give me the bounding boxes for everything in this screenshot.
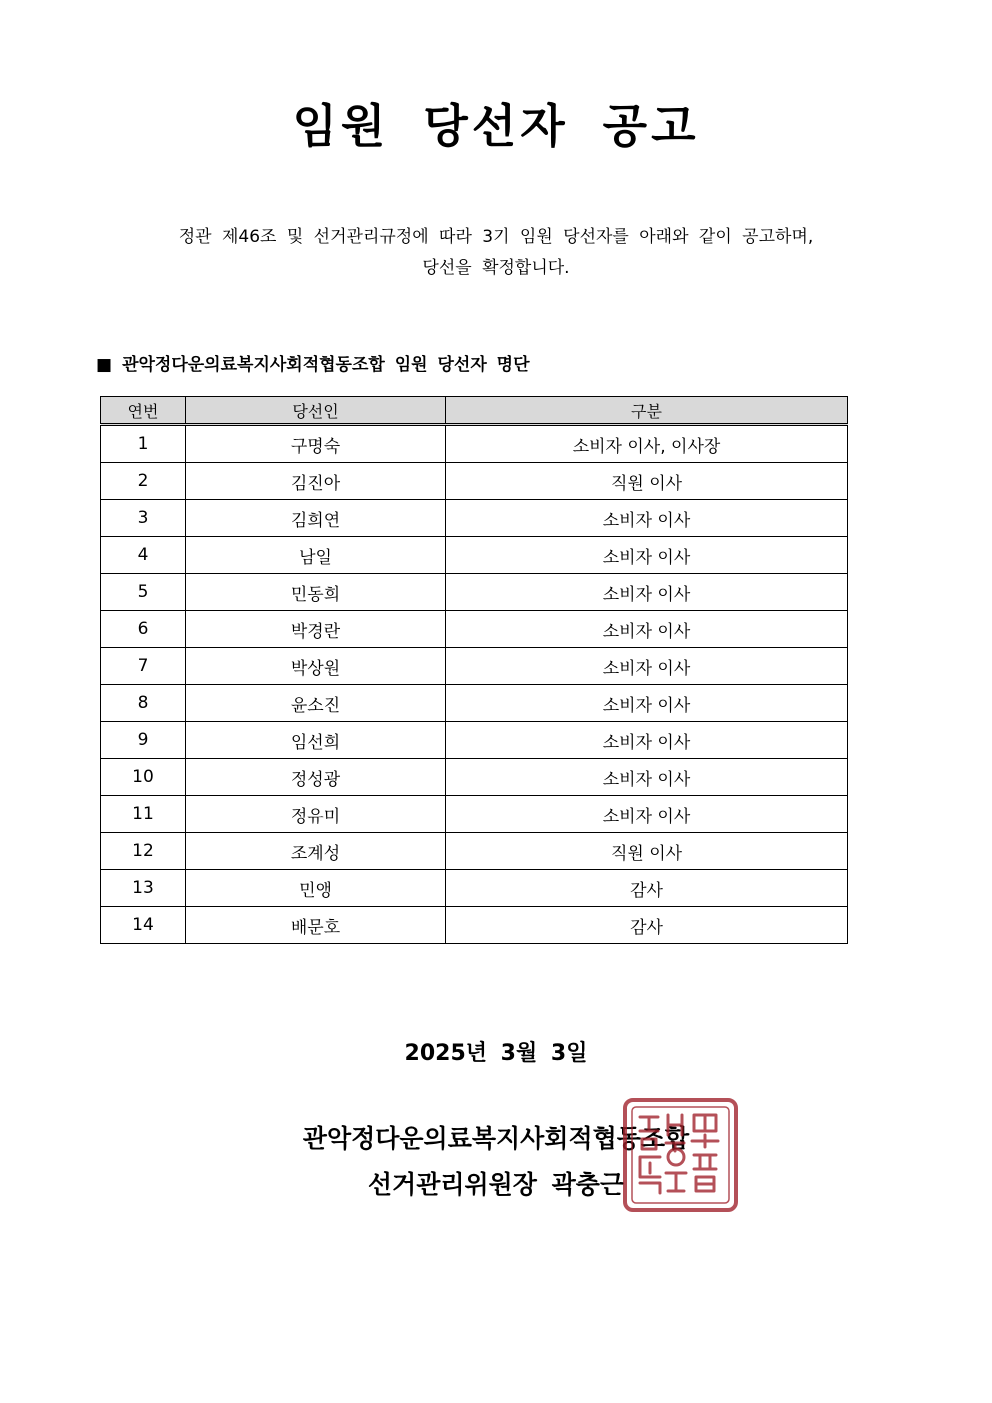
table-row (101, 907, 848, 944)
row-name: 배문호 (186, 907, 446, 944)
table-row (101, 574, 848, 611)
table-row (101, 537, 848, 574)
row-name: 김진아 (186, 463, 446, 500)
row-name: 민동희 (186, 574, 446, 611)
organization-name: 관악정다운의료복지사회적협동조합 (302, 1124, 690, 1153)
row-name: 박경란 (186, 611, 446, 648)
row-category: 소비자 이사 (446, 500, 848, 537)
row-number: 13 (101, 870, 186, 907)
row-category: 소비자 이사 (446, 648, 848, 685)
notice-date: 2025년 3월 3일 (404, 1041, 588, 1066)
square-bullet-icon: ■ (96, 355, 113, 375)
intro-line-2: 당선을 확정합니다. (422, 258, 570, 278)
table-row (101, 722, 848, 759)
row-number: 6 (101, 611, 186, 648)
row-name: 정유미 (186, 796, 446, 833)
row-number: 11 (101, 796, 186, 833)
row-category: 소비자 이사 (446, 759, 848, 796)
row-category: 소비자 이사 (446, 722, 848, 759)
table-row (101, 611, 848, 648)
intro-text (0, 222, 992, 284)
row-category: 소비자 이사 (446, 574, 848, 611)
table-body (101, 425, 848, 944)
section-heading-text: 관악정다운의료복지사회적협동조합 임원 당선자 명단 (122, 355, 530, 375)
col-header-category: 구분 (446, 397, 848, 425)
row-name: 구명숙 (186, 425, 446, 463)
row-number: 2 (101, 463, 186, 500)
row-name: 남일 (186, 537, 446, 574)
row-number: 1 (101, 425, 186, 463)
row-category: 직원 이사 (446, 833, 848, 870)
row-number: 12 (101, 833, 186, 870)
table-row (101, 463, 848, 500)
row-number: 3 (101, 500, 186, 537)
table-row (101, 500, 848, 537)
row-number: 4 (101, 537, 186, 574)
row-category: 직원 이사 (446, 463, 848, 500)
row-number: 5 (101, 574, 186, 611)
row-name: 김희연 (186, 500, 446, 537)
row-category: 소비자 이사, 이사장 (446, 425, 848, 463)
row-name: 조계성 (186, 833, 446, 870)
row-category: 소비자 이사 (446, 796, 848, 833)
table-row (101, 648, 848, 685)
row-name: 민앵 (186, 870, 446, 907)
row-name: 정성광 (186, 759, 446, 796)
table-row (101, 833, 848, 870)
col-header-number: 연번 (101, 397, 186, 425)
row-name: 박상원 (186, 648, 446, 685)
table-row (101, 685, 848, 722)
row-name: 윤소진 (186, 685, 446, 722)
row-category: 감사 (446, 907, 848, 944)
table-row (101, 425, 848, 463)
official-seal-stamp (622, 1097, 739, 1213)
elected-officers-table (100, 396, 848, 944)
table-row (101, 796, 848, 833)
row-category: 소비자 이사 (446, 611, 848, 648)
row-category: 소비자 이사 (446, 685, 848, 722)
row-number: 10 (101, 759, 186, 796)
col-header-name: 당선인 (186, 397, 446, 425)
page-title: 임원 당선자 공고 (292, 99, 700, 153)
row-category: 감사 (446, 870, 848, 907)
row-number: 8 (101, 685, 186, 722)
row-number: 9 (101, 722, 186, 759)
table-row (101, 870, 848, 907)
row-number: 14 (101, 907, 186, 944)
section-heading (96, 350, 530, 375)
intro-line-1: 정관 제46조 및 선거관리규정에 따라 3기 임원 당선자를 아래와 같이 공고하며, (178, 227, 814, 247)
row-name: 임선희 (186, 722, 446, 759)
table-row (101, 759, 848, 796)
table-header-row (101, 397, 848, 425)
chair-name: 선거관리위원장 곽충근 (367, 1170, 625, 1199)
signature-block (0, 1116, 992, 1208)
row-number: 7 (101, 648, 186, 685)
row-category: 소비자 이사 (446, 537, 848, 574)
